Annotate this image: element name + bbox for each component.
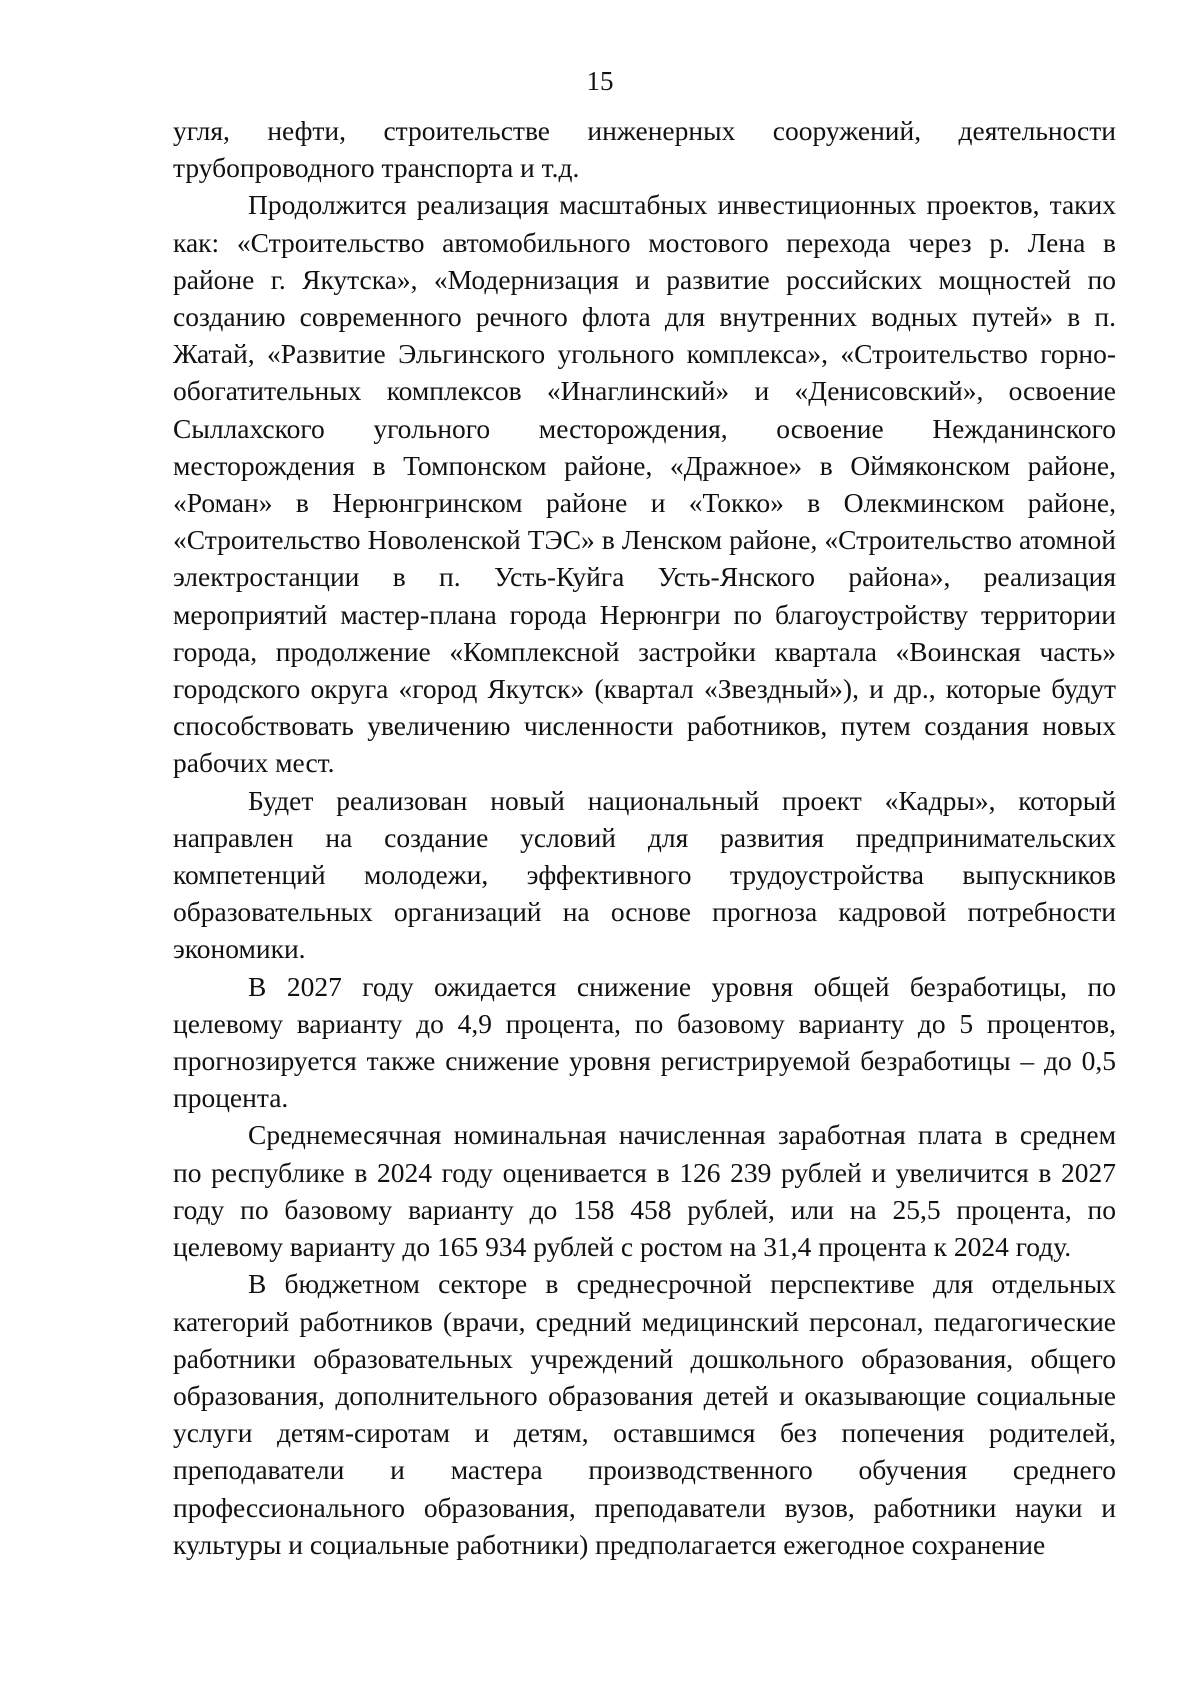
paragraph-unemployment-forecast: В 2027 году ожидается снижение уровня общей безработицы, по целевому варианту до 4,9 процента, по базовому варианту до 5 процентов, прогнозируется также снижение уровня регистрируемой безработицы – до 0,5 процента. <box>173 970 1116 1114</box>
paragraph-budget-sector: В бюджетном секторе в среднесрочной перспективе для отдельных категорий работников (врачи, средний медицинский персонал, педагогические работники образовательных учреждений дошкольного образования, общего образования, дополнительного образования детей и оказывающие социальные услуги детям-сиротам и детям, оставшимся без попечения родителей, преподаватели и мастера производственного обучения среднего профессионального образования, преподаватели вузов, работники науки и культуры и социальные работники) предполагается ежегодное сохранение <box>173 1268 1116 1560</box>
paragraph-national-project-kadry: Будет реализован новый национальный проект «Кадры», который направлен на создание условий для развития предпринимательских компетенций молодежи, эффективного трудоустройства выпускников образовательных организаций на основе прогноза кадровой потребности экономики. <box>173 784 1116 965</box>
page-number: 15 <box>586 66 614 96</box>
document-body <box>173 112 1116 1563</box>
paragraph-continuation: угля, нефти, строительстве инженерных сооружений, деятельности трубопроводного транспорта и т.д. <box>173 115 1116 184</box>
paragraph-investment-projects: Продолжится реализация масштабных инвестиционных проектов, таких как: «Строительство автомобильного мостового перехода через р. Лена в районе г. Якутска», «Модернизация и развитие российских мощностей по созданию современного речного флота для внутренних водных путей» в п. Жатай, «Развитие Эльгинского угольного комплекса», «Строительство горно-обогатительных комплексов «Инаглинский» и «Денисовский», освоение Сыллахского угольного месторождения, освоение Нежданинского месторождения в Томпонском районе, «Дражное» в Оймяконском районе, «Роман» в Нерюнгринском районе и «Токко» в Олекминском районе, «Строительство Новоленской ТЭС» в Ленском районе, «Строительство атомной электростанции в п. Усть-Куйга Усть-Янского района», реализация мероприятий мастер-плана города Нерюнгри по благоустройству территории города, продолжение «Комплексной застройки квартала «Воинская часть» городского округа «город Якутск» (квартал «Звездный»), и др., которые будут способствовать увеличению численности работников, путем создания новых рабочих мест. <box>173 189 1116 779</box>
paragraph-average-salary: Среднемесячная номинальная начисленная заработная плата в среднем по республике в 2024 году оценивается в 126 239 рублей и увеличится в 2027 году по базовому варианту до 158 458 рублей, или на 25,5 процента, по целевому варианту до 165 934 рублей с ростом на 31,4 процента к 2024 году. <box>173 1119 1116 1263</box>
